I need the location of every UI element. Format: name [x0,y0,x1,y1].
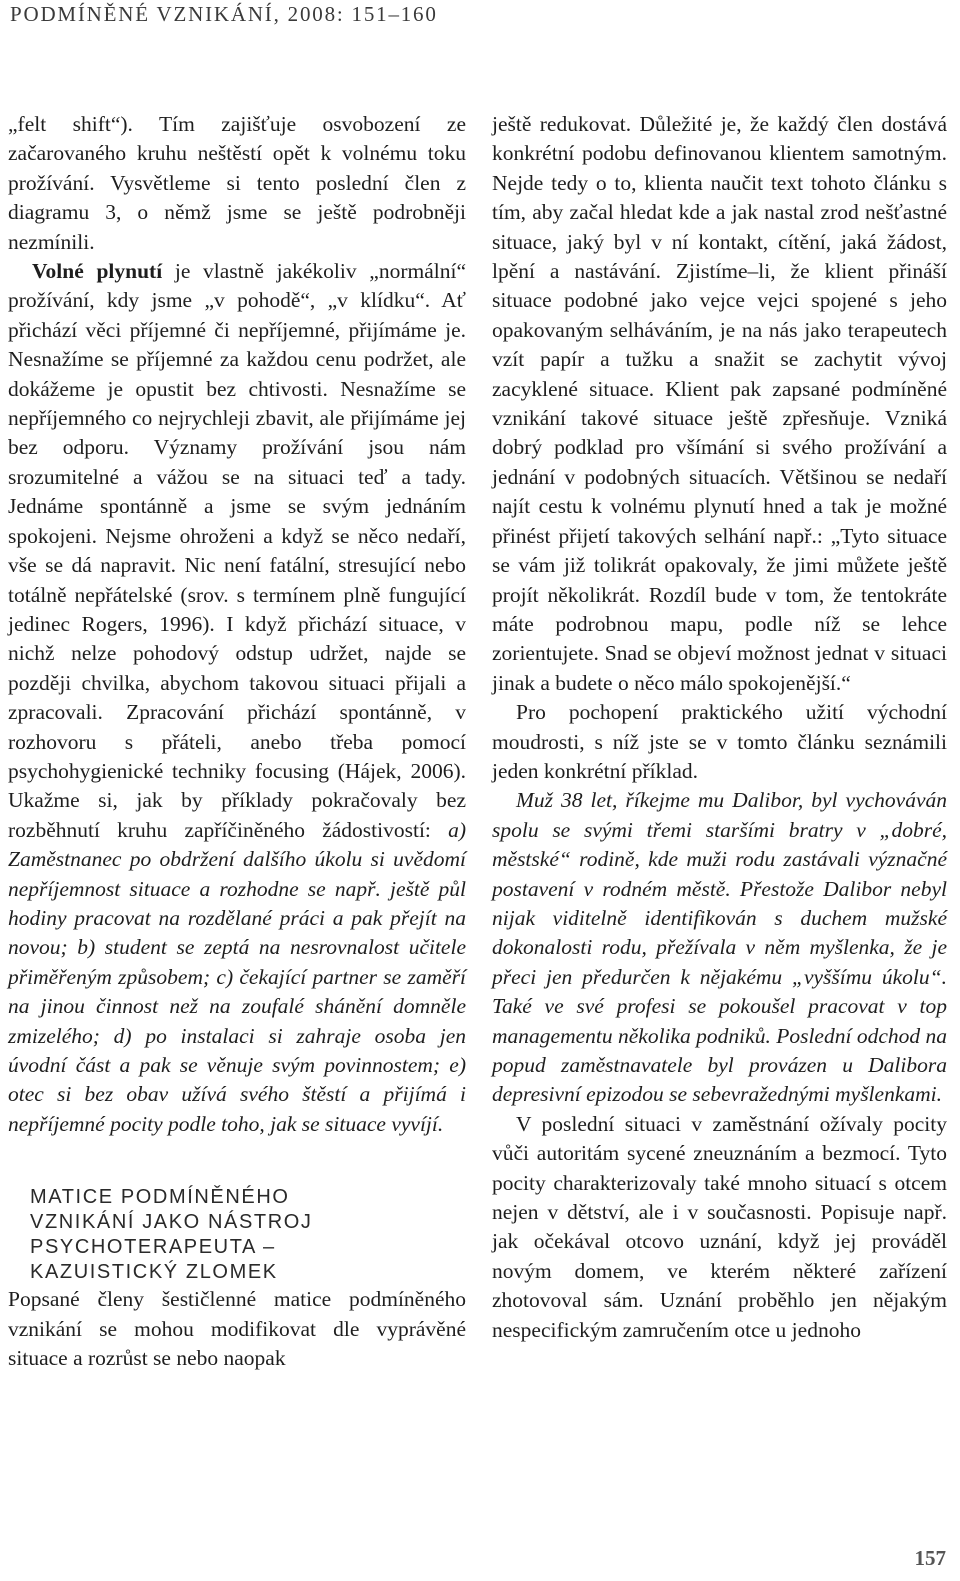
page-number: 157 [914,1546,946,1570]
heading-line: VZNIKÁNÍ JAKO NÁSTROJ [30,1211,313,1234]
term-bold: Volné plynutí [32,259,163,284]
left-column [8,110,466,1373]
paragraph: Pro pochopení praktického užití východní moudrosti, s níž jste se v tomto článku seznámili jeden konkrétní příklad. [492,700,947,783]
paragraph [8,257,466,1139]
paragraph: „felt shift“). Tím zajišťuje osvobození ze začarovaného kruhu neštěstí opět k volnému toku prožívání. Vysvětleme si tento poslední člen z diagramu 3, o němž jsme se ještě podrobněji nezmínili. [8,112,466,254]
paragraph: Popsané členy šestičlenné matice podmíněného vznikání se mohou modifikovat dle vyprávěné situace a rozrůst se nebo naopak [8,1287,466,1371]
case-study-paragraph: Muž 38 let, říkejme mu Dalibor, byl vychováván spolu se svými třemi staršími bratry v „dobré, městské“ rodině, kde muži rodu zastávali význačné postavení v rodném městě. Přestože Dalibor nebyl nijak viditelně identifikován s duchem mužské dokonalosti rodu, přežívala v něm myšlenka, že je přeci jen předurčen k nějakému „vyššímu úkolu“. Také ve své profesi se pokoušel pracovat v top managementu několika podniků. Poslední odchod na popud zaměstnavatele byl provázen u Dalibora depresivní epizodou se sebevražednými myšlenkami. [492,788,947,1107]
examples-italic: a) Zaměstnanec po obdržení dalšího úkolu si uvědomí nepříjemnost situace a rozhodne se např. ještě půl hodiny pracovat na rozdělané práci a pak přejít na novou; b) student se zeptá na nesrovnalost učitele přiměřeným způsobem; c) čekající partner se zaměří na jinou činnost než na zoufalé shánění domněle zmizelého; d) po instalaci si zahraje osoba jen úvodní část a pak se věnuje svým povinnostem; e) otec si bez obav užívá svého štěstí a přijímá i nepříjemné pocity podle toho, jak se situace vyvíjí. [8,817,466,1136]
heading-line: KAZUISTICKÝ ZLOMEK [30,1261,278,1284]
running-head: PODMÍNĚNÉ VZNIKÁNÍ, 2008: 151–160 [10,2,438,26]
paragraph: V poslední situaci v zaměstnání ožívaly pocity vůči autoritám sycené zneuznáním a bezmocí. Tyto pocity charakterizovaly také mnoho situací s otcem nejen v dětství, ale i v současnosti. Popisuje např. jak očekával otcovo uznání, když jej prováděl novým domem, ve kterém některé zařízení zhotovoval sám. Uznání proběhlo jen nějakým nespecifickým zamručením otce u jednoho [492,1111,947,1342]
heading-line: MATICE PODMÍNĚNÉHO [30,1186,290,1209]
paragraph-text: je vlastně jakékoliv „normální“ prožívání, kdy jsme „v pohodě“, „v klídku“. Ať přichází věci příjemné či nepříjemné, přijímáme je. Nesnažíme se příjemné za každou cenu podržet, ale dokážeme je opustit bez chtivosti. Nesnažíme se nepříjemného co nejrychleji zbavit, ale přijímáme jej bez odporu. Významy prožívání jsou nám srozumitelné a vážou se na situaci teď a tady. Jednáme spontánně a jsme se svým jednáním spokojeni. Nejsme ohroženi a když se něco nedaří, vše se dá napravit. Nic není fatální, stresující nebo totálně nepřátelské (srov. s termínem plně fungující jedinec Rogers, 1996). I když přichází situace, v nichž nelze pohodový odstup udržet, najde se později chvilka, abychom takovou situaci přijali a zpracovali. Zpracování přichází spontánně, v rozhovoru s přáteli, anebo třeba pomocí psychohygienické techniky focusing (Hájek, 2006). Ukažme si, jak by příklady pokračovaly bez rozběhnutí kruhu zapříčiněného žádostivostí: [8,259,466,842]
paragraph: ještě redukovat. Důležité je, že každý člen dostává konkrétní podobu definovanou klientem samotným. Nejde tedy o to, klienta naučit text tohoto článku s tím, aby začal hledat kde a jak nastal zrod nešťastné situace, jaký byl v ní kontakt, cítění, jaká žádost, lpění a nastávání. Zjistíme–li, že klient přináší situace podobné jako vejce vejci spojené s jeho opakovaným selháváním, je na nás jako terapeutech vzít papír a tužku a snažit se zachytit vývoj zacyklené situace. Klient pak zapsané podmíněné vznikání takové situace ještě zpřesňuje. Vzniká dobrý podklad pro všímání si svého prožívání a jednání v podobných situacích. Většinou se nedaří najít cestu k volnému plynutí hned a tak je možné přinést přijetí takových selhání např.: „Tyto situace se vám již tolikrát opakovaly, že jimi můžete ještě projít několikrát. Rozdíl bude v tom, že tentokráte máte podrobnou mapu, podle níž se lehce zorientujete. Snad se objeví možnost jednat v situaci jinak a budete o něco málo spokojenější.“ [492,112,947,695]
right-column [492,110,947,1345]
heading-line: PSYCHOTERAPEUTA – [30,1236,276,1259]
section-heading [30,1185,466,1285]
